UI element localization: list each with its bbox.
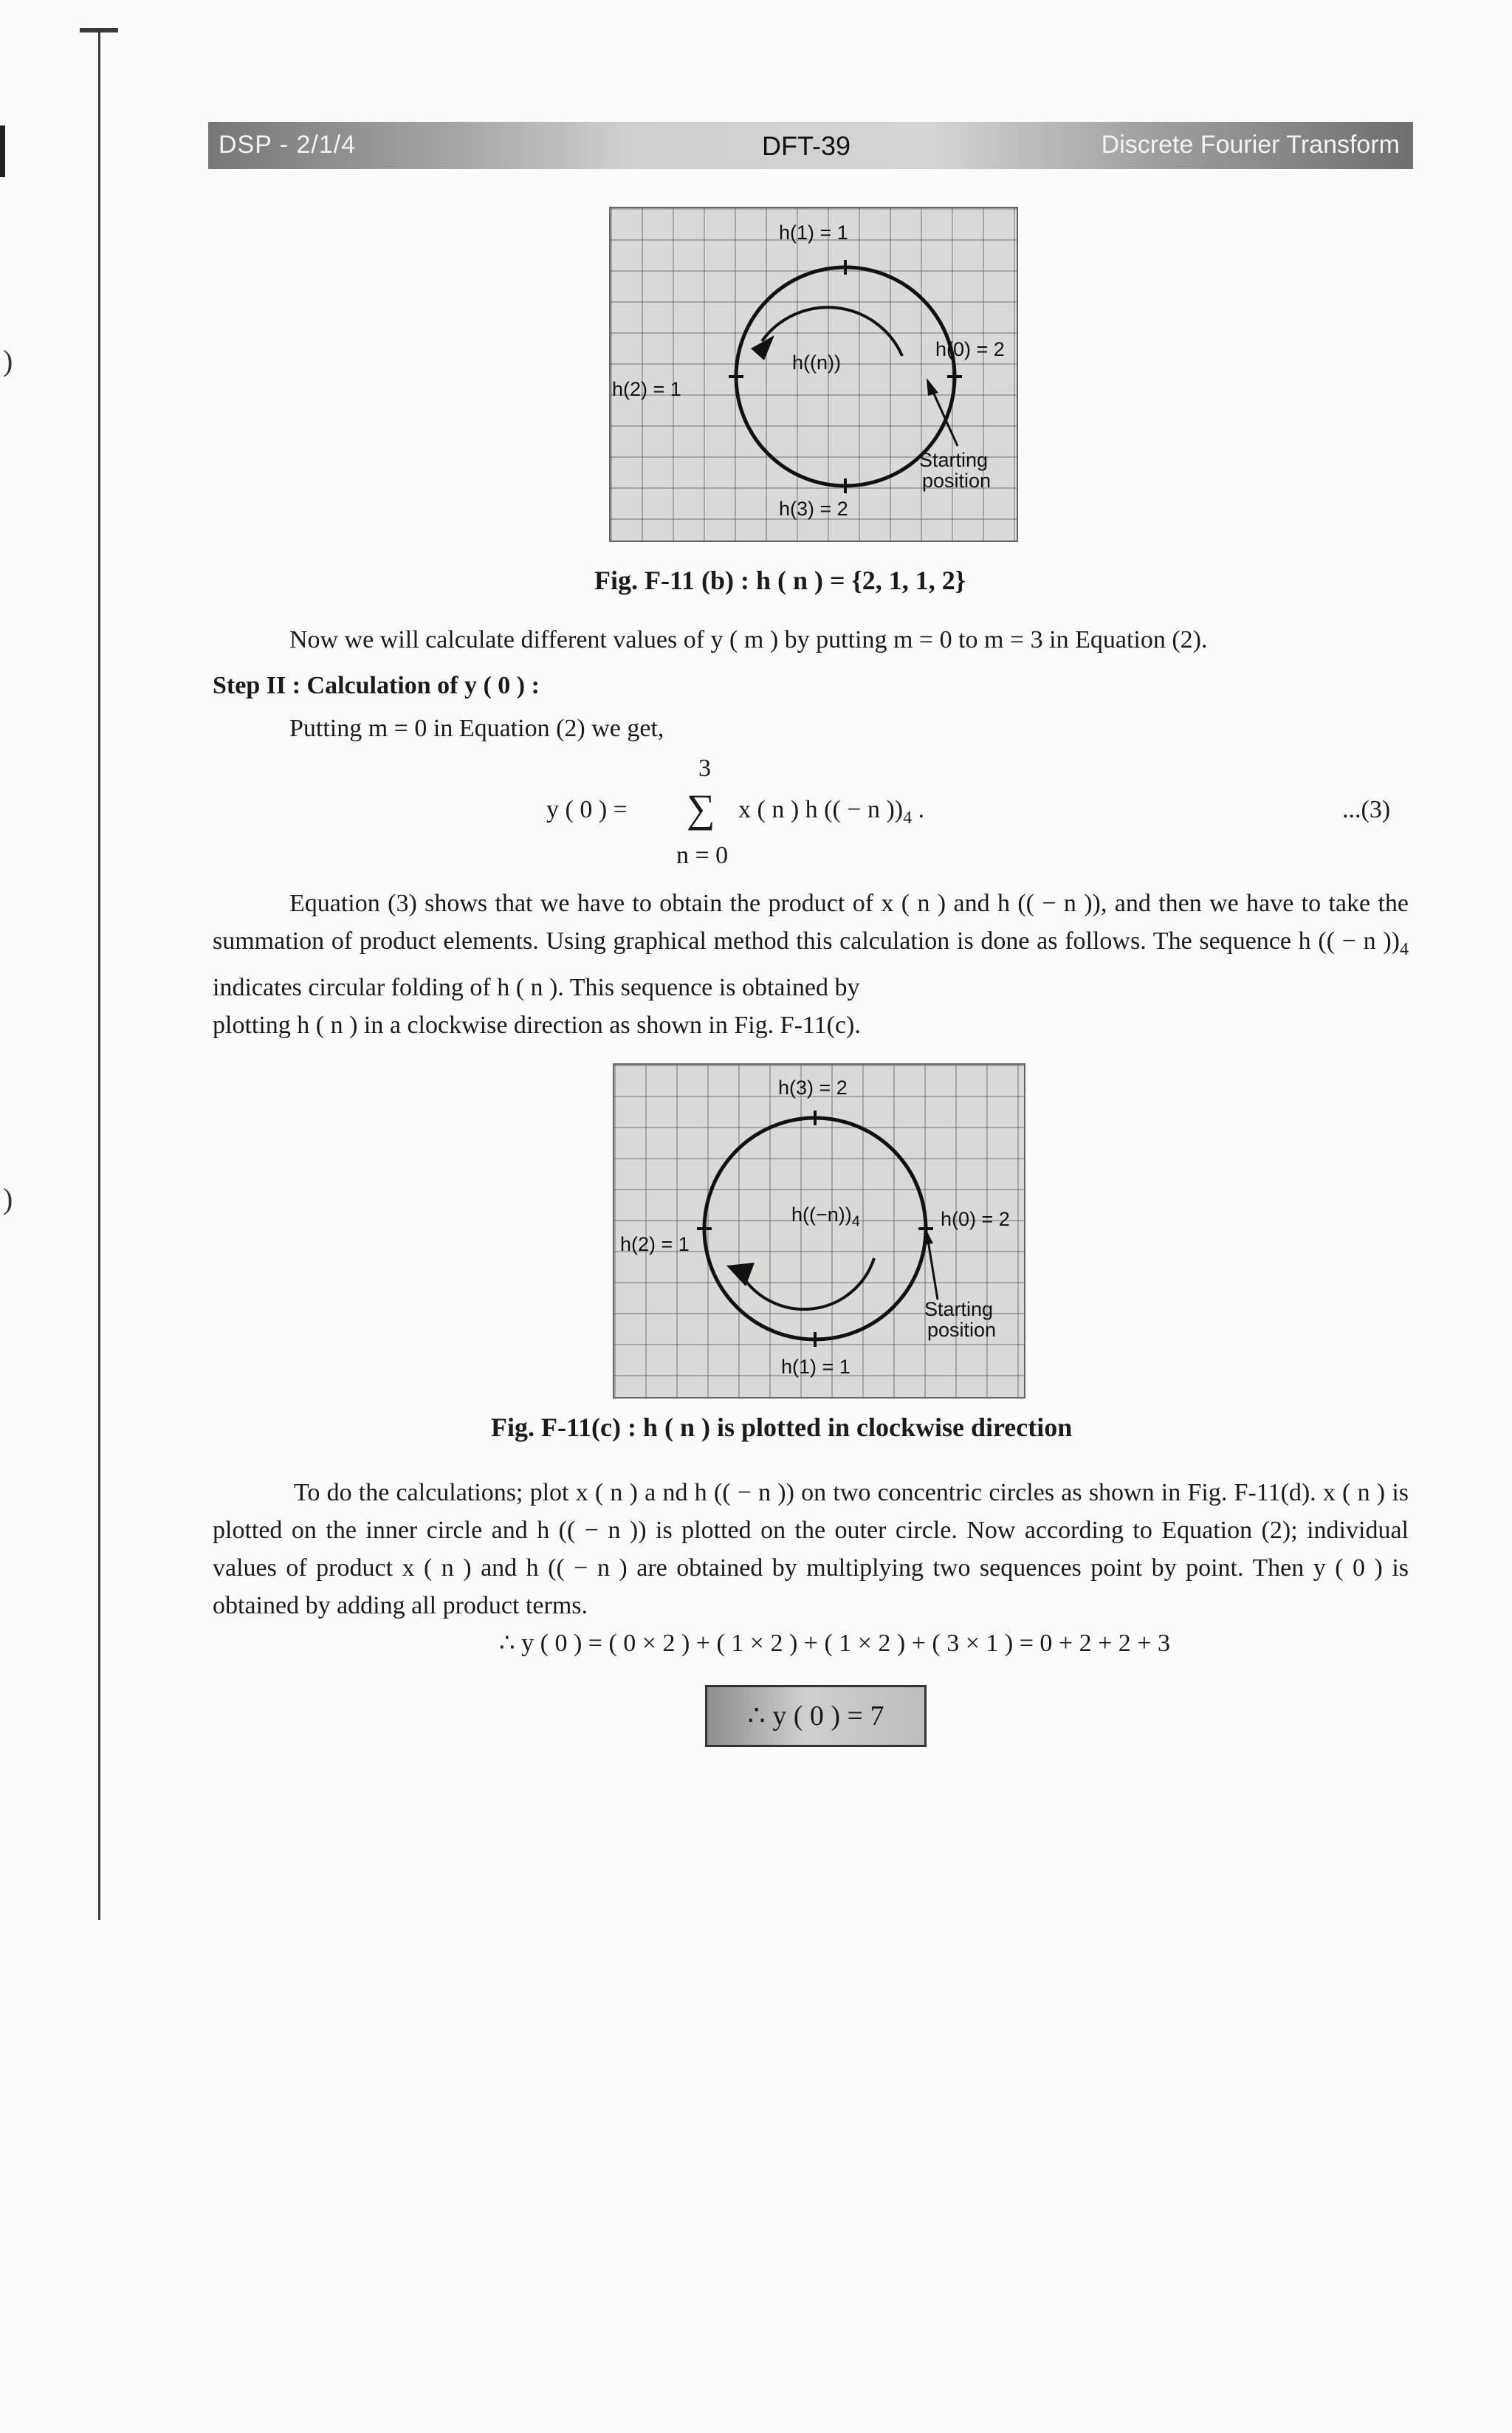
equation-dot: . — [912, 796, 925, 823]
intro-sentence: Now we will calculate different values of y ( m ) by putting m = 0 to m = 3 in Equation (2). — [289, 626, 1208, 653]
step-heading: Step II : Calculation of y ( 0 ) : — [213, 672, 540, 699]
sum-upper-limit: 3 — [698, 755, 711, 782]
edge-bracket-1: ) — [3, 344, 13, 377]
equation-lhs: y ( 0 ) = — [546, 796, 628, 823]
header-book-code: DSP - 2/1/4 — [219, 131, 357, 159]
figure-f11b-caption: Fig. F-11 (b) : h ( n ) = {2, 1, 1, 2} — [594, 566, 966, 595]
label-h3: h(3) = 2 — [778, 1077, 848, 1099]
label-h1: h(1) = 1 — [781, 1356, 850, 1378]
label-h3: h(3) = 2 — [779, 498, 848, 520]
sum-lower-limit: n = 0 — [676, 842, 729, 869]
figure-f11c — [613, 1063, 1025, 1399]
calculation-line: ∴ y ( 0 ) = ( 0 × 2 ) + ( 1 × 2 ) + ( 1 × 2 ) + ( 3 × 1 ) = 0 + 2 + 2 + 3 — [499, 1630, 1170, 1657]
pointer-line — [927, 1236, 938, 1300]
label-center-h-n: h((n)) — [792, 351, 841, 374]
pointer-arrowhead — [927, 378, 938, 396]
label-h2: h(2) = 1 — [612, 378, 681, 400]
label-h0: h(0) = 2 — [941, 1208, 1010, 1230]
header-page-number: DFT-39 — [762, 131, 851, 161]
summation-sign: ∑ — [687, 786, 715, 831]
paragraph-equation3 — [213, 885, 1409, 1006]
paragraph-equation3-subscript: 4 — [1400, 939, 1409, 959]
figure-f11c-diagram — [614, 1065, 1024, 1397]
label-starting: Starting — [919, 449, 989, 471]
clockwise-arrow-arc — [741, 1258, 874, 1309]
paragraph-equation3-last-line: plotting h ( n ) in a clockwise direction as shown in Fig. F-11(c). — [213, 1012, 861, 1039]
edge-mark — [0, 126, 5, 177]
equation-body — [738, 796, 924, 828]
label-h2: h(2) = 1 — [620, 1233, 690, 1255]
counterclockwise-arrow-arc — [762, 307, 902, 356]
paragraph-calculation: To do the calculations; plot x ( n ) a nd h (( − n )) on two concentric circles as shown in Fig. F-11(d). x ( n ) is plotted on the inner circle and h (( − n )) is plotted on the outer circle. Now according to Equation (2); individual values of product x ( n ) and h (( − n ) are obtained by multiplying two sequences point by point. Then y ( 0 ) is obtained by adding all product terms. — [213, 1479, 1409, 1619]
label-center-h-minus-n — [791, 1205, 860, 1229]
header-chapter-title: Discrete Fourier Transform — [1101, 131, 1400, 159]
figure-f11b — [609, 207, 1018, 542]
binding-edge-line — [98, 30, 100, 1920]
label-center-text: h((−n)) — [791, 1204, 852, 1226]
result-box: ∴ y ( 0 ) = 7 — [705, 1685, 927, 1747]
paragraph-equation3-text-a: Equation (3) shows that we have to obtain the product of x ( n ) and h (( − n )), and then we have to take the summation of product elements. Using graphical method this calculation is done as follows. The sequence h (( − n )) — [213, 890, 1409, 955]
label-center-subscript: 4 — [851, 1213, 860, 1230]
label-starting: Starting — [924, 1298, 994, 1320]
page-header — [208, 122, 1413, 169]
edge-bracket-2: ) — [3, 1182, 13, 1215]
paragraph-equation3-text-b: indicates circular folding of h ( n ). This sequence is obtained by — [213, 973, 860, 1001]
equation-number: ...(3) — [1342, 796, 1391, 823]
clockwise-arrowhead — [726, 1263, 755, 1286]
label-h0: h(0) = 2 — [935, 338, 1005, 360]
label-position: position — [927, 1319, 997, 1341]
figure-f11c-caption: Fig. F-11(c) : h ( n ) is plotted in clockwise direction — [491, 1413, 1073, 1442]
equation-subscript: 4 — [903, 808, 913, 828]
label-h1: h(1) = 1 — [779, 222, 848, 244]
equation-body-text: x ( n ) h (( − n )) — [738, 796, 904, 823]
putting-line: Putting m = 0 in Equation (2) we get, — [289, 715, 664, 742]
label-position: position — [922, 470, 992, 492]
